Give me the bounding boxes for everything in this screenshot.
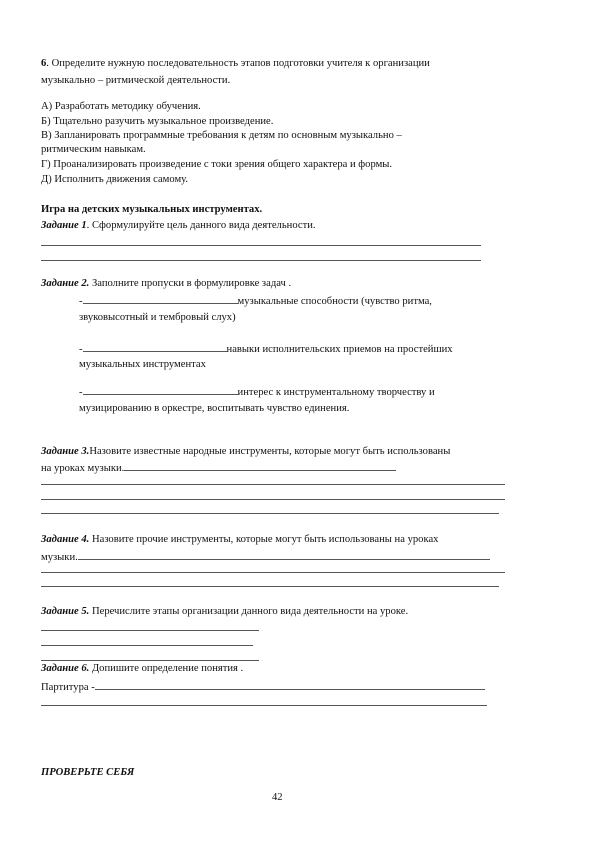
task-2-item-3: [79, 386, 435, 399]
answer-line[interactable]: [41, 645, 253, 646]
task-2-item-1-dash: -: [79, 296, 83, 307]
task-3: [41, 447, 450, 458]
q6-option-d: Д) Исполнить движения самому.: [41, 174, 189, 185]
q6-option-g: Г) Проанализировать произведение с токи зрения общего характера и формы.: [41, 159, 393, 170]
task-6-term-line: [41, 681, 485, 694]
task-2-item-3-text: интерес к инструментальному творчеству и: [237, 387, 435, 398]
task-6-term: Партитура -: [41, 682, 95, 693]
blank-field[interactable]: [83, 386, 238, 395]
blank-field[interactable]: [83, 343, 227, 352]
answer-line[interactable]: [41, 499, 505, 500]
answer-line[interactable]: [41, 513, 499, 514]
answer-line[interactable]: [41, 245, 481, 246]
task-4-line-2: [41, 551, 490, 564]
task-2-item-2-cont: музыкальных инструментах: [79, 359, 206, 370]
blank-field[interactable]: [83, 295, 238, 304]
task-5: [41, 607, 408, 618]
q6-line-1-text: . Определите нужную последовательность этапов подготовки учителя к организации: [46, 58, 430, 69]
answer-line[interactable]: [41, 260, 481, 261]
task-6-label: Задание 6.: [41, 663, 90, 674]
q6-number: 6: [41, 58, 47, 69]
task-2-item-1-cont: звуковысотный и тембровый слух): [79, 312, 236, 323]
task-6: [41, 664, 243, 675]
task-1: [41, 221, 316, 232]
answer-line[interactable]: [41, 586, 499, 587]
task-4-label: Задание 4.: [41, 534, 90, 545]
task-2: [41, 279, 291, 290]
task-5-text: Перечислите этапы организации данного вида деятельности на уроке.: [89, 606, 409, 617]
task-6-text: Допишите определение понятия .: [89, 663, 244, 674]
answer-line[interactable]: [41, 630, 259, 631]
task-3-line-2-text: на уроках музыки.: [41, 463, 125, 474]
task-2-label: Задание 2.: [41, 278, 90, 289]
q6-option-v-cont: ритмическим навыкам.: [41, 144, 146, 155]
task-2-item-2-text: навыки исполнительских приемов на простейших: [226, 344, 453, 355]
answer-line[interactable]: [41, 705, 487, 706]
task-3-line-2: [41, 462, 396, 475]
answer-line[interactable]: [41, 572, 505, 573]
check-yourself-heading: ПРОВЕРЬТЕ СЕБЯ: [41, 767, 135, 778]
answer-field[interactable]: [124, 462, 396, 471]
task-4-line-2-text: музыки.: [41, 552, 78, 563]
task-2-item-2: [79, 343, 453, 356]
q6-option-a: А) Разработать методику обучения.: [41, 101, 201, 112]
task-3-line-1: Назовите известные народные инструменты, которые могут быть использованы: [89, 446, 451, 457]
page-number: 42: [272, 792, 283, 803]
task-2-item-3-dash: -: [79, 387, 83, 398]
task-1-label: Задание 1: [41, 220, 87, 231]
task-2-item-1-text: музыкальные способности (чувство ритма,: [237, 296, 432, 307]
answer-line[interactable]: [41, 660, 259, 661]
task-2-item-1: [79, 295, 432, 308]
answer-field[interactable]: [78, 551, 490, 560]
task-1-text: . Сформулируйте цель данного вида деятельности.: [86, 220, 316, 231]
answer-line[interactable]: [41, 484, 505, 485]
q6-option-b: Б) Тщательно разучить музыкальное произведение.: [41, 116, 274, 127]
answer-field[interactable]: [95, 681, 485, 690]
q6-line-2: музыкально – ритмической деятельности.: [41, 75, 231, 86]
section-title: Игра на детских музыкальных инструментах.: [41, 204, 263, 215]
task-5-label: Задание 5.: [41, 606, 90, 617]
task-2-item-2-dash: -: [79, 344, 83, 355]
task-2-item-3-cont: музицированию в оркестре, воспитывать чувство единения.: [79, 403, 350, 414]
task-4: [41, 535, 438, 546]
task-4-line-1: Назовите прочие инструменты, которые могут быть использованы на уроках: [89, 534, 439, 545]
task-2-text: Заполните пропуски в формулировке задач .: [89, 278, 292, 289]
q6-option-v: В) Запланировать программные требования к детям по основным музыкально –: [41, 130, 402, 141]
task-3-label: Задание 3.: [41, 446, 90, 457]
q6-line-1: [41, 59, 430, 70]
